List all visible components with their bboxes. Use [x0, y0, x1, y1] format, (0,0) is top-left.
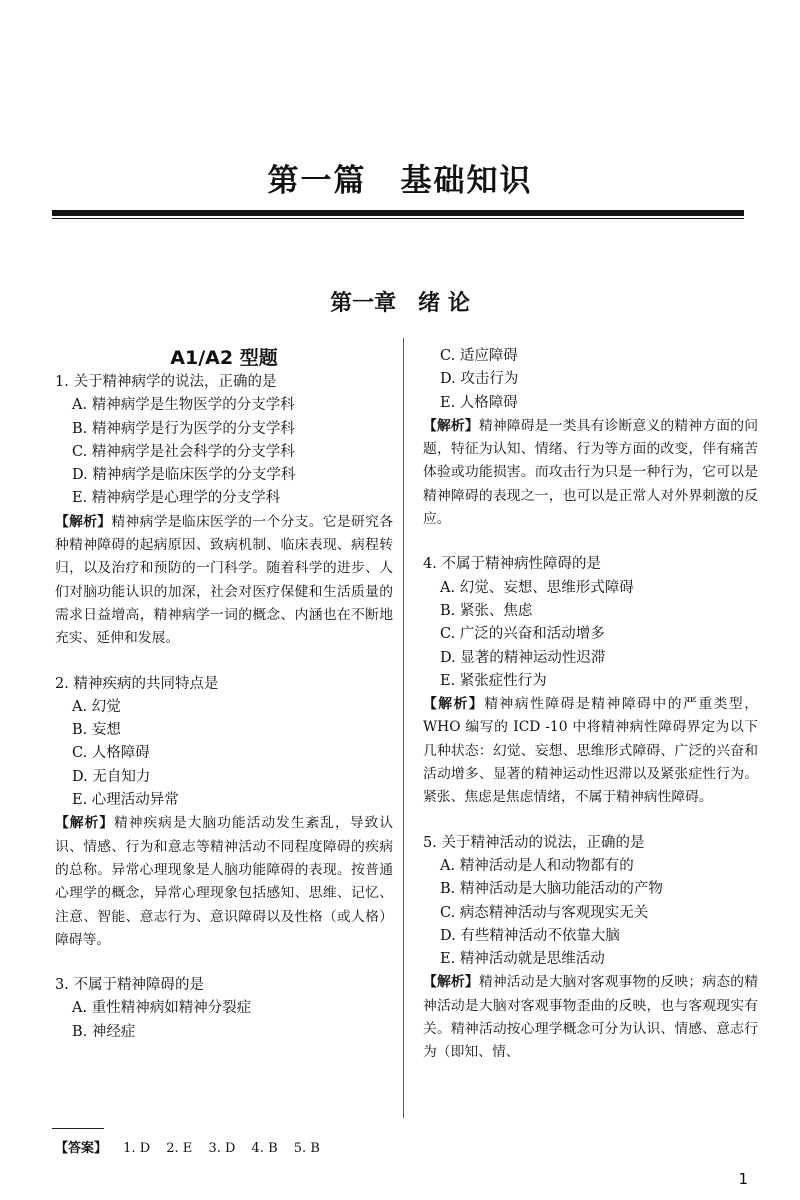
option: C. 精神病学是社会科学的分支学科 [72, 443, 295, 460]
part-title [0, 155, 800, 200]
option: B. 精神病学是行为医学的分支学科 [72, 420, 295, 437]
question-stem: 2. 精神疾病的共同特点是 [55, 675, 219, 692]
option: E. 人格障碍 [440, 394, 518, 411]
explanation-text: 精神病性障碍是精神障碍中的严重类型，WHO 编写的 ICD -10 中将精神病性障碍界定为以下几种状态：幻觉、妄想、思维形式障碍、广泛的兴奋和活动增多、显著的精神运动性迟滞以及紧张症性行为。紧张、焦虑是焦虑情绪，不属于精神病性障碍。 [423, 696, 759, 806]
question-2 [55, 673, 393, 953]
option: D. 精神病学是临床医学的分支学科 [72, 467, 296, 484]
option: E. 紧张症性行为 [440, 672, 547, 689]
option: B. 精神活动是大脑功能活动的产物 [440, 881, 663, 898]
option: A. 精神活动是人和动物都有的 [440, 857, 634, 874]
option: B. 妄想 [72, 722, 121, 739]
explanation-tag: 【解析】 [423, 974, 479, 991]
question-stem: 5. 关于精神活动的说法，正确的是 [423, 834, 645, 851]
question-3 [55, 974, 393, 1044]
part-label: 第一篇 [267, 163, 367, 199]
question-3-continued [423, 345, 758, 531]
explanation [423, 971, 758, 1064]
option: C. 人格障碍 [72, 745, 150, 762]
explanation-text: 精神障碍是一类具有诊断意义的精神方面的问题，特征为认知、情绪、行为等方面的改变，伴有痛苦体验或功能损害。而攻击行为只是一种行为，它可以是精神障碍的表现之一，也可以是正常人对外界刺激的反应。 [423, 417, 759, 528]
chapter-label: 第一章 [330, 290, 397, 316]
footer-rule [52, 1128, 104, 1129]
answer-item: 5. B [293, 1141, 320, 1156]
question-stem: 1. 关于精神病学的说法，正确的是 [55, 374, 277, 390]
page-number: 1 [738, 1170, 748, 1188]
question-1 [55, 371, 393, 651]
explanation [55, 511, 393, 651]
explanation-text: 精神活动是大脑对客观事物的反映；病态的精神活动是大脑对客观事物歪曲的反映，也与客观现实有关。精神活动按心理学概念可分为认识、情感、意志行为（即知、情、 [423, 974, 759, 1061]
option: B. 紧张、焦虑 [440, 602, 533, 619]
answer-key-label: 【答案】 [55, 1141, 108, 1156]
option: D. 攻击行为 [440, 371, 519, 388]
answer-item: 1. D [123, 1141, 151, 1156]
answer-item: 3. D [208, 1141, 236, 1156]
chapter-name: 绪 论 [418, 290, 470, 316]
answer-item: 4. B [251, 1141, 278, 1156]
left-column [55, 345, 393, 1044]
explanation-tag: 【解析】 [423, 696, 485, 713]
question-4 [423, 553, 758, 809]
explanation [423, 415, 758, 531]
chapter-title [0, 286, 800, 317]
option: D. 有些精神活动不依靠大脑 [440, 927, 620, 944]
title-rule-thin [52, 218, 744, 219]
explanation-tag: 【解析】 [55, 513, 112, 530]
answer-key [55, 1137, 332, 1156]
right-column [423, 345, 758, 1065]
section-title: A1/A2 型题 [170, 347, 278, 369]
option: A. 幻觉 [72, 698, 121, 715]
question-5 [423, 832, 758, 1065]
option: E. 心理活动异常 [72, 792, 179, 809]
part-name: 基础知识 [400, 163, 533, 199]
answer-item: 2. E [166, 1141, 193, 1156]
option: B. 神经症 [72, 1023, 136, 1040]
explanation-tag: 【解析】 [423, 417, 479, 434]
explanation-text: 精神疾病是大脑功能活动发生紊乱，导致认识、情感、行为和意志等精神活动不同程度障碍的疾病的总称。异常心理现象是人脑功能障碍的表现。按普通心理学的概念，异常心理现象包括感知、思维、记忆、注意、智能、意志行为、意识障碍以及性格（或人格）障碍等。 [55, 815, 394, 948]
title-rule-thick [52, 210, 744, 216]
option: C. 广泛的兴奋和活动增多 [440, 626, 605, 643]
option: D. 显著的精神运动性迟滞 [440, 649, 606, 666]
option: E. 精神病学是心理学的分支学科 [72, 490, 281, 507]
question-stem: 3. 不属于精神障碍的是 [55, 977, 204, 994]
option: E. 精神活动就是思维活动 [440, 951, 605, 968]
option: A. 精神病学是生物医学的分支学科 [72, 397, 295, 414]
explanation-tag: 【解析】 [55, 815, 114, 832]
option: A. 幻觉、妄想、思维形式障碍 [440, 579, 634, 596]
explanation [55, 812, 393, 952]
question-stem: 4. 不属于精神病性障碍的是 [423, 556, 601, 573]
option: C. 适应障碍 [440, 348, 518, 364]
option: D. 无自知力 [72, 768, 151, 785]
explanation [423, 693, 758, 809]
explanation-text: 精神病学是临床医学的一个分支。它是研究各种精神障碍的起病原因、致病机制、临床表现、病程转归，以及治疗和预防的一门科学。随着科学的进步、人们对脑功能认识的加深，社会对医疗保健和生活质量的需求日益增高，精神病学一词的概念、内涵也在不断地充实、延伸和发展。 [55, 513, 394, 647]
option: C. 病态精神活动与客观现实无关 [440, 904, 649, 921]
option: A. 重性精神病如精神分裂症 [72, 1000, 252, 1017]
column-divider [403, 338, 404, 1118]
